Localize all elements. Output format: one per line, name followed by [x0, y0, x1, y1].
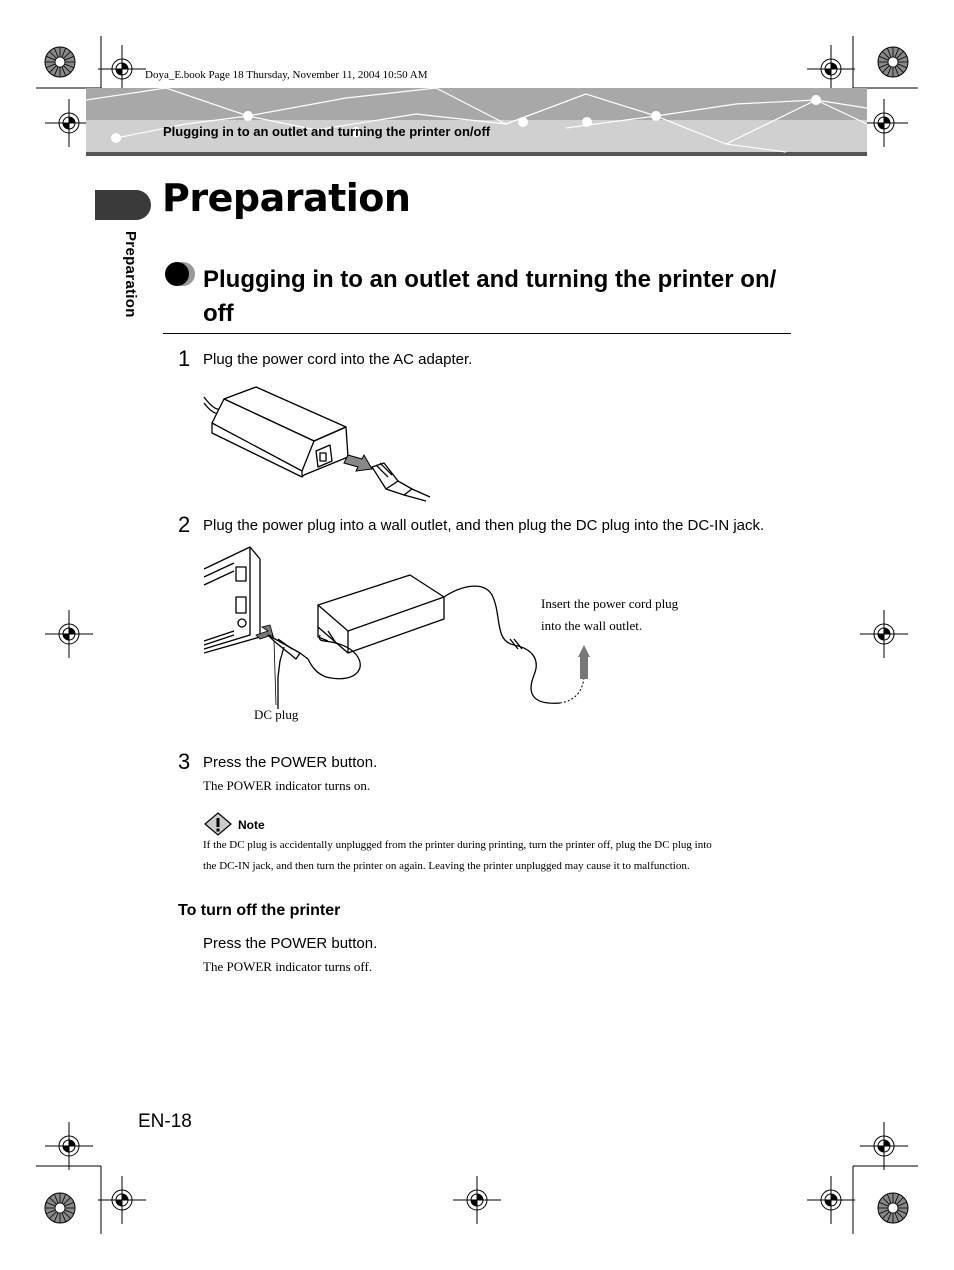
chapter-tab [95, 190, 151, 220]
callout-line: Insert the power cord plug [541, 596, 679, 611]
warning-icon [204, 812, 232, 836]
printer-connection-figure [200, 545, 600, 715]
step-text: Press the POWER button. [203, 754, 378, 771]
step-number: 1 [178, 346, 191, 371]
callout-line: into the wall outlet. [541, 618, 643, 633]
note-text-line: If the DC plug is accidentally unplugged from the printer during printing, turn the printer off, plug the DC plug into [203, 839, 712, 851]
header-band [86, 88, 867, 156]
step-number: 3 [178, 749, 191, 774]
dc-plug-label: DC plug [254, 707, 299, 722]
step-result: The POWER indicator turns on. [203, 778, 371, 793]
note-text-line: the DC-IN jack, and then turn the printer on again. Leaving the printer unplugged may cause it to malfunction. [203, 860, 690, 872]
turn-off-heading: To turn off the printer [178, 902, 341, 919]
running-head: Plugging in to an outlet and turning the printer on/off [163, 124, 491, 139]
turn-off-instruction: Press the POWER button. [203, 935, 378, 952]
chapter-title: Preparation [162, 176, 411, 220]
note-label: Note [238, 818, 265, 832]
side-tab-label: Preparation [122, 231, 139, 318]
page-number: EN-18 [138, 1111, 192, 1132]
print-info-line: Doya_E.book Page 18 Thursday, November 11, 2004 10:50 AM [145, 69, 428, 81]
ac-adapter-figure [200, 385, 440, 505]
step-number: 2 [178, 512, 191, 537]
turn-off-result: The POWER indicator turns off. [203, 959, 373, 974]
section-title: Plugging in to an outlet and turning the printer on/ off [203, 266, 777, 327]
step-text: Plug the power cord into the AC adapter. [203, 351, 473, 368]
section-divider [163, 333, 791, 334]
section-bullet-icon [163, 261, 197, 289]
step-text: Plug the power plug into a wall outlet, and then plug the DC plug into the DC-IN jack. [203, 517, 765, 534]
